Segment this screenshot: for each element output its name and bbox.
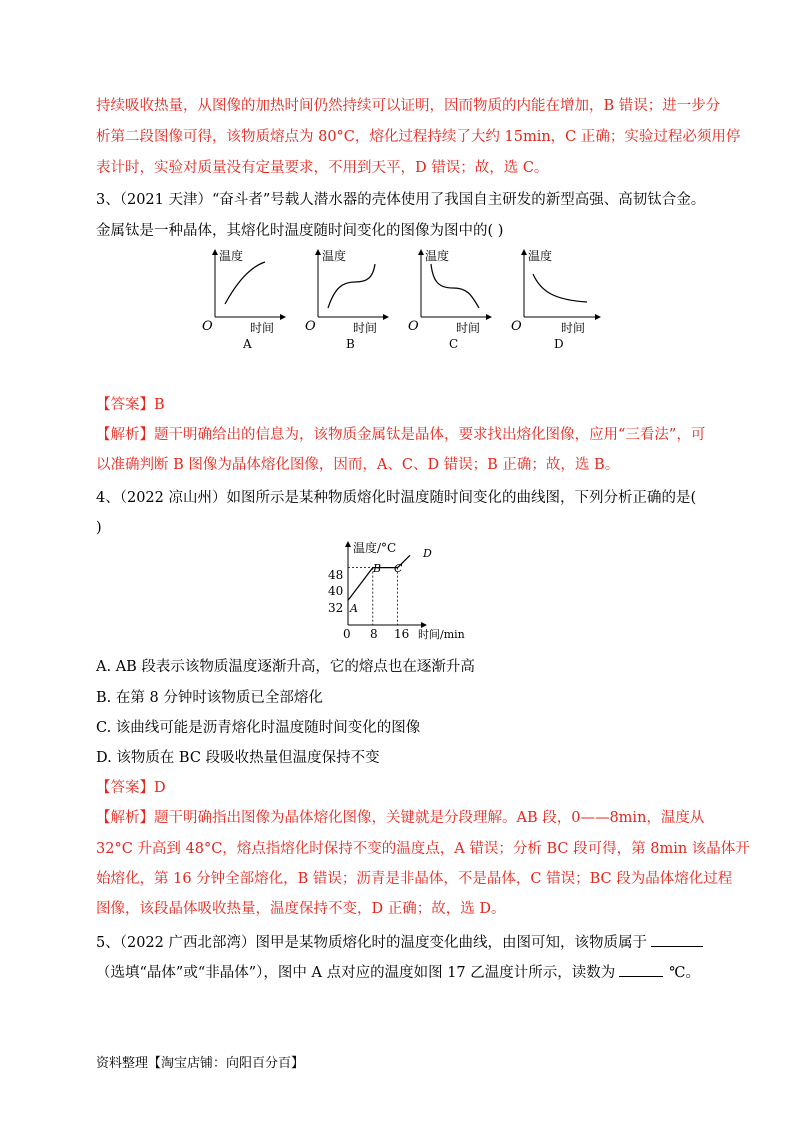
q3-d-xlabel: 时间 xyxy=(561,321,586,335)
q3-b-ylabel: 温度 xyxy=(322,249,347,263)
q4-stem-line-1: 4、（2022 凉山州）如图所示是某种物质熔化时温度随时间变化的曲线图，下列分析正确的是( xyxy=(96,490,697,506)
q4-stem-line-2: ) xyxy=(96,520,102,536)
intro-line-1: 持续吸收热量，从图像的加热时间仍然持续可以证明，因而物质的内能在增加，B 错误；进一步分 xyxy=(96,98,721,114)
q5-stem-unit: ℃。 xyxy=(669,965,700,981)
q3-stem-line-1: 3、（2021 天津）“奋斗者”号载人潜水器的壳体使用了我国自主研发的新型高强、高韧钛合金。 xyxy=(96,192,706,208)
q3-d-label: D xyxy=(554,337,564,351)
q3-graph-a xyxy=(202,248,285,351)
q3-graphs xyxy=(195,242,615,354)
q5-answer-blank-1[interactable] xyxy=(651,932,703,947)
q3-d-ylabel: 温度 xyxy=(528,249,553,263)
q4-ytick-40: 40 xyxy=(328,584,344,598)
q4-option-d: D. 该物质在 BC 段吸收热量但温度保持不变 xyxy=(96,750,380,766)
q5-stem-text-2: （选填“晶体”或“非晶体”），图中 A 点对应的温度如图 17 乙温度计所示，读数为 xyxy=(96,965,616,981)
q3-c-ylabel: 温度 xyxy=(425,249,450,263)
q3-analysis-2: 以准确判断 B 图像为晶体熔化图像，因而，A、C、D 错误；B 正确；故，选 B。 xyxy=(96,457,620,473)
q3-b-label: B xyxy=(346,337,355,351)
q3-graph-d xyxy=(511,248,600,351)
q4-origin: 0 xyxy=(343,627,351,641)
q4-xtick-16: 16 xyxy=(394,627,410,641)
q4-option-b: B. 在第 8 分钟时该物质已全部熔化 xyxy=(96,690,323,706)
q4-ytick-32: 32 xyxy=(328,601,344,615)
q3-c-label: C xyxy=(449,337,459,351)
intro-line-2: 析第二段图像可得，该物质熔点为 80°C，熔化过程持续了大约 15min，C 正确；实验过程必须用停 xyxy=(96,129,741,145)
q4-analysis-2: 32°C 升高到 48°C，熔点指熔化时保持不变的温度点，A 错误；分析 BC 段可得，第 8min 该晶体开 xyxy=(96,841,750,857)
q4-point-a: A xyxy=(350,602,358,615)
q3-stem-line-2: 金属钛是一种晶体，其熔化时温度随时间变化的图像为图中的( ) xyxy=(96,223,504,239)
q3-b-xlabel: 时间 xyxy=(353,321,378,335)
q4-analysis-4: 图像，该段晶体吸收热量，温度保持不变，D 正确；故，选 D。 xyxy=(96,901,506,917)
q4-analysis-3: 始熔化，第 16 分钟全部熔化，B 错误；沥青是非晶体，不是晶体，C 错误；BC 段为晶体熔化过程 xyxy=(96,871,733,887)
footer-note: 资料整理【淘宝店铺：向阳百分百】 xyxy=(96,1056,305,1071)
q4-point-d: D xyxy=(423,547,432,560)
q3-answer: 【答案】B xyxy=(96,397,165,413)
q5-stem-line-2 xyxy=(96,962,700,983)
q4-option-a: A. AB 段表示该物质温度逐渐升高，它的熔点也在逐渐升高 xyxy=(96,659,475,675)
q3-d-origin: O xyxy=(511,319,522,334)
q4-xlabel: 时间/min xyxy=(418,628,465,641)
q4-xtick-8: 8 xyxy=(370,627,378,641)
q3-c-xlabel: 时间 xyxy=(456,321,481,335)
q5-stem-text-1: 5、（2022 广西北部湾）图甲是某物质熔化时的温度变化曲线，由图可知，该物质属于 xyxy=(96,935,647,951)
q4-option-c: C. 该曲线可能是沥青熔化时温度随时间变化的图像 xyxy=(96,720,421,736)
q3-graph-b xyxy=(305,248,388,351)
q3-a-label: A xyxy=(243,337,252,351)
q4-ytick-48: 48 xyxy=(328,568,344,582)
q5-stem-line-1 xyxy=(96,932,703,953)
q4-ylabel: 温度/°C xyxy=(353,541,397,555)
q4-answer: 【答案】D xyxy=(96,780,166,796)
q4-point-b: B xyxy=(373,562,382,575)
q4-point-c: C xyxy=(394,562,403,575)
q3-a-origin: O xyxy=(202,319,213,334)
q3-analysis-1: 【解析】题干明确给出的信息为，该物质金属钛是晶体，要求找出熔化图像，应用“三看法”，可 xyxy=(96,427,706,443)
q3-a-ylabel: 温度 xyxy=(219,249,244,263)
q3-c-origin: O xyxy=(408,319,419,334)
q3-b-origin: O xyxy=(305,319,316,334)
q3-graph-c xyxy=(408,248,491,351)
q5-answer-blank-2[interactable] xyxy=(619,962,663,977)
q3-a-xlabel: 时间 xyxy=(250,321,275,335)
q4-analysis-1: 【解析】题干明确指出图像为晶体熔化图像，关键就是分段理解。AB 段，0——8min，温度从 xyxy=(96,810,705,826)
intro-line-3: 表计时，实验对质量没有定量要求，不用到天平，D 错误；故，选 C。 xyxy=(96,160,549,176)
q4-graph xyxy=(326,540,486,645)
